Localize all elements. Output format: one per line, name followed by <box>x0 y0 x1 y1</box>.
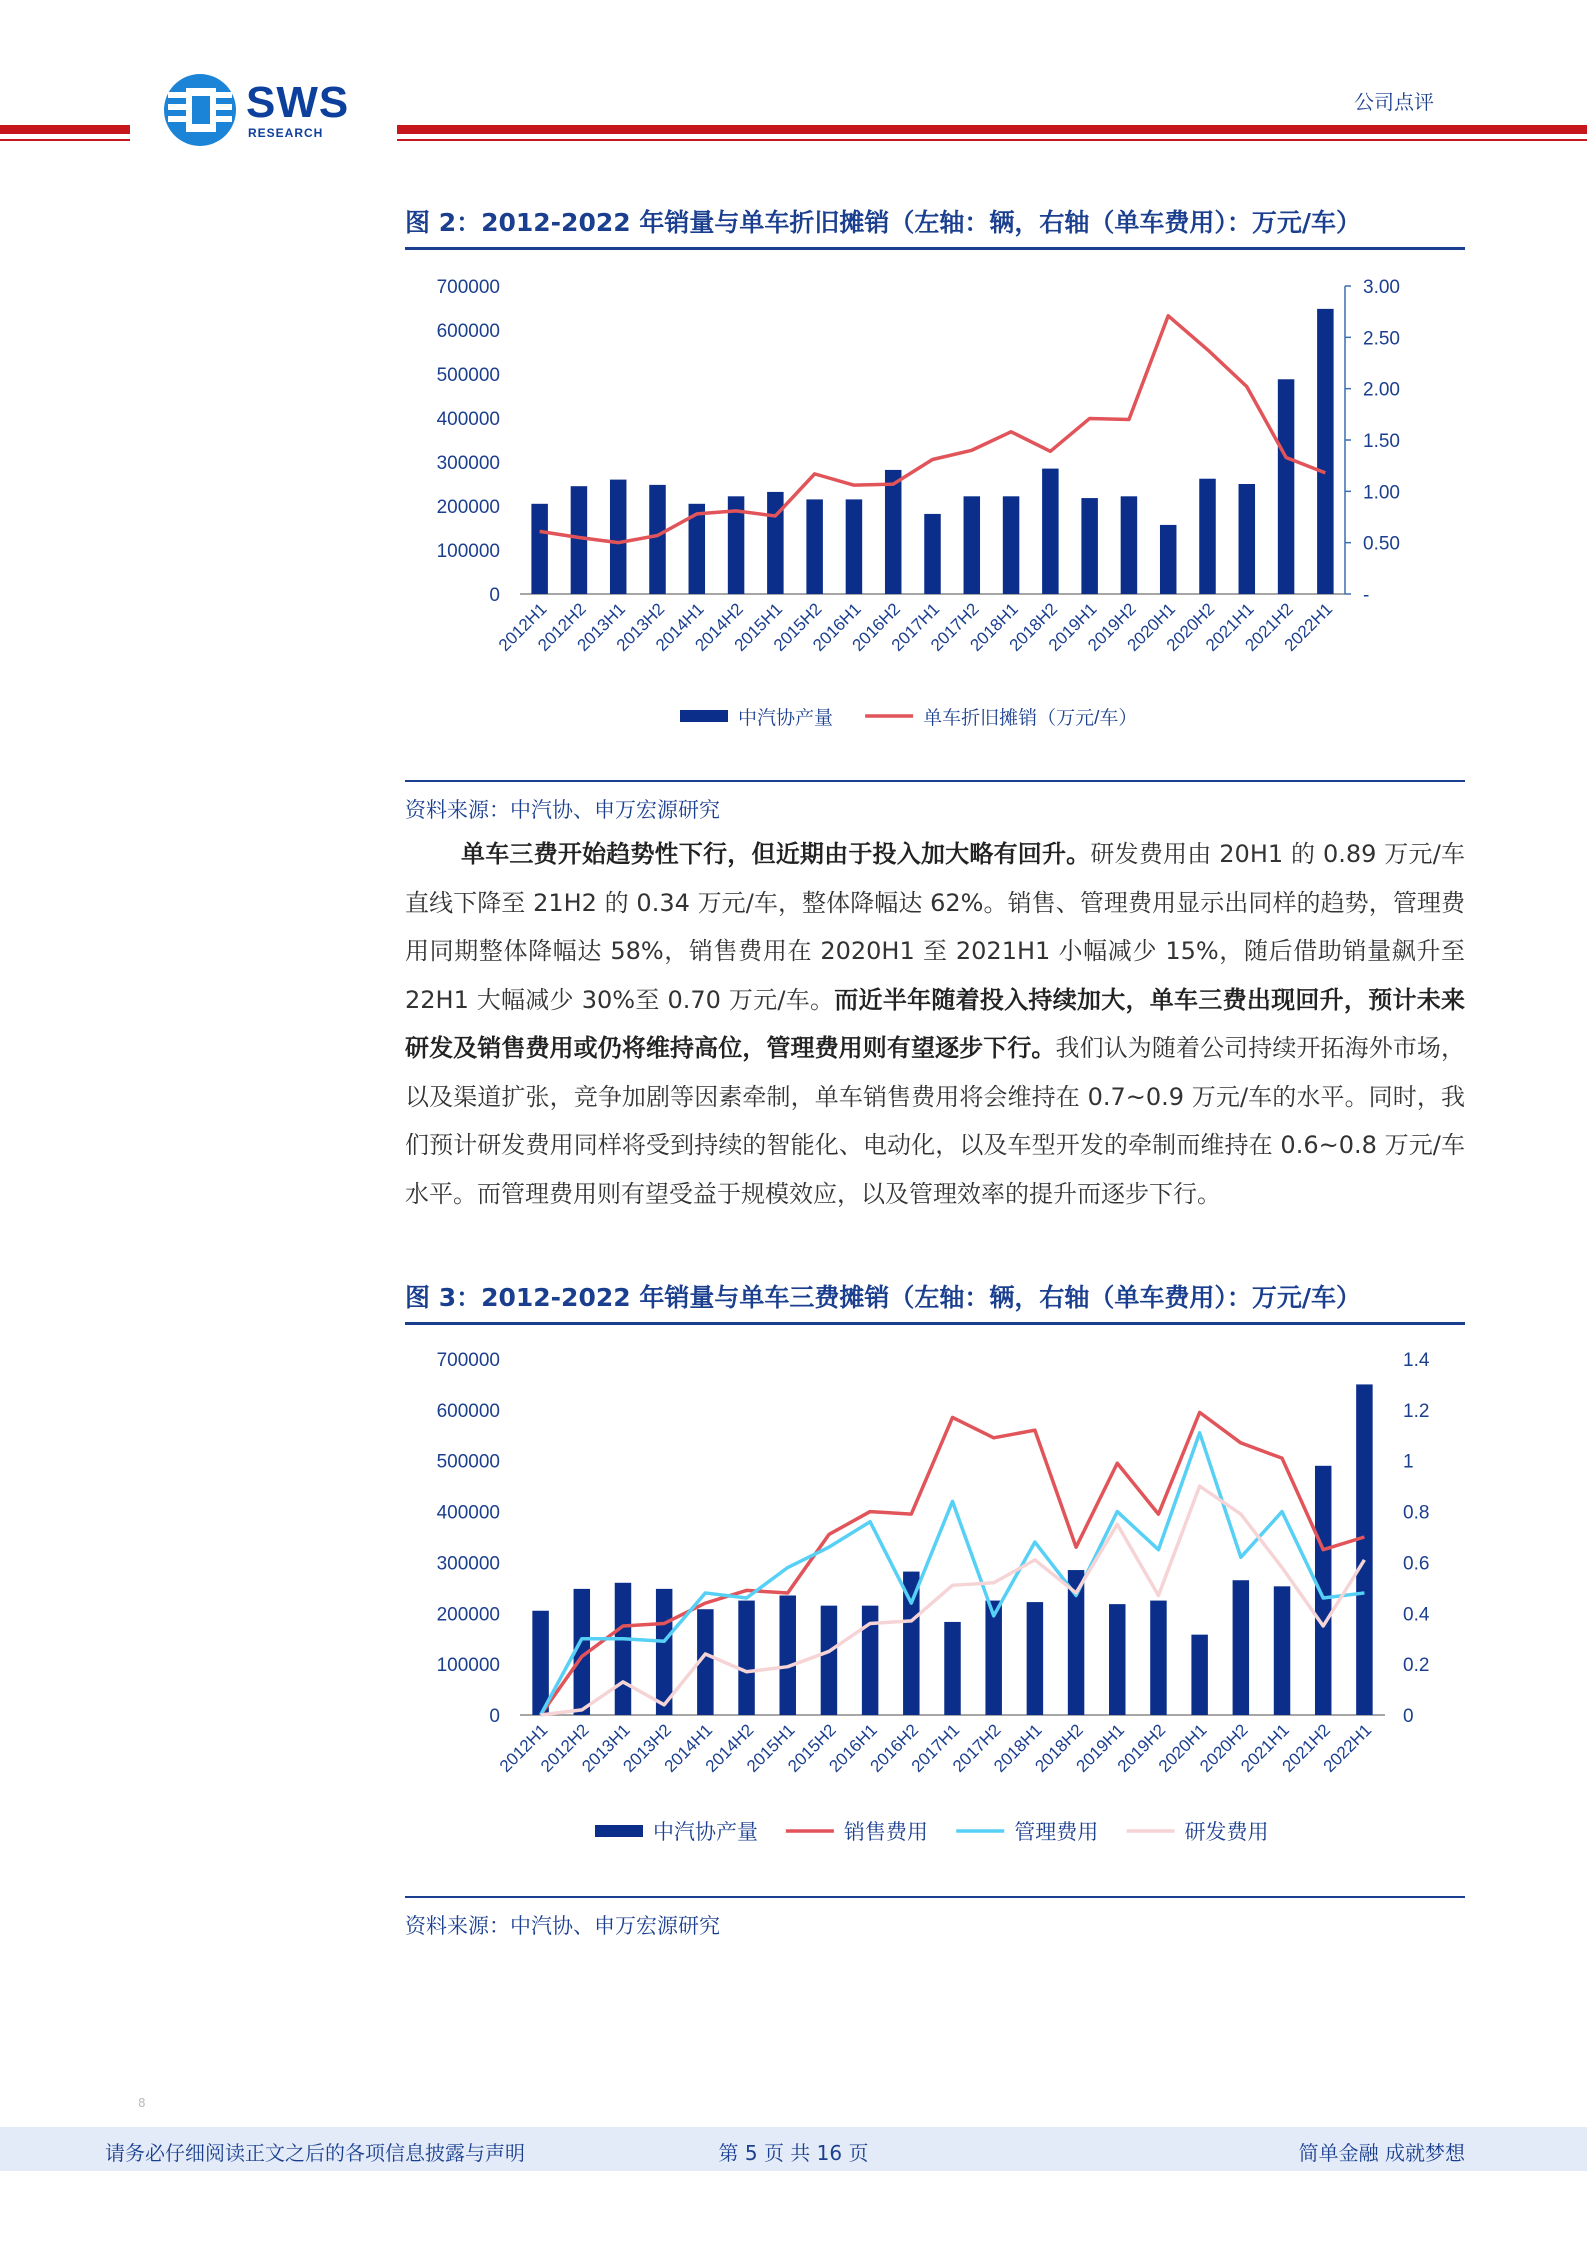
category-label: 2014H2 <box>691 599 747 655</box>
category-label: 2018H2 <box>1005 599 1062 655</box>
left-axis-tick-label: 200000 <box>436 497 500 518</box>
category-label: 2015H1 <box>743 1720 799 1776</box>
left-axis-tick-label: 0 <box>489 585 500 606</box>
paragraph-text-2: 我们认为随着公司持续开拓海外市场，以及渠道扩张，竞争加剧等因素牵制，单车销售费用将会维持在 0.7~0.9 万元/车的水平。同时，我们预计研发费用同样将受到持续的智能化、电动化，以及车型开发的牵制而维持在 0.6~0.8 万元/车水平。而管理费用则有望受益于规模效应，以及管理效率的提升而逐步下行。 <box>405 1034 1466 1208</box>
right-axis-tick-label: 3.00 <box>1363 277 1400 298</box>
legend-label: 销售费用 <box>843 1821 928 1844</box>
legend-label: 中汽协产量 <box>653 1821 758 1844</box>
analysis-paragraph <box>405 830 1465 1218</box>
left-axis-tick-label: 700000 <box>436 1350 500 1371</box>
bar-production <box>924 514 941 594</box>
bar-production <box>964 496 981 594</box>
category-label: 2021H2 <box>1278 1720 1335 1776</box>
category-label: 2013H1 <box>573 599 630 655</box>
left-axis-tick-label: 400000 <box>436 1502 500 1524</box>
bar-production <box>738 1601 754 1715</box>
bar-production <box>1239 484 1256 594</box>
paragraph-bold-conclusion: 而近半年随着投入持续加大，单车三费出现回升，预计未来研发及销售费用或仍将维持高位，管理费用则有望逐步下行。 <box>405 985 1465 1062</box>
right-axis-tick-label: 2.50 <box>1363 328 1400 350</box>
right-axis-tick-label: 1.00 <box>1363 482 1400 504</box>
category-label: 2012H2 <box>537 1720 593 1776</box>
left-axis-tick-label: 100000 <box>436 541 500 562</box>
bar-production <box>531 504 547 594</box>
left-axis-tick-label: 500000 <box>436 1451 500 1473</box>
right-axis-tick-label: 0.6 <box>1403 1553 1430 1575</box>
category-label: 2012H1 <box>495 1720 552 1776</box>
right-axis-tick-label: 1 <box>1403 1451 1414 1473</box>
right-axis-tick-label: - <box>1363 585 1370 606</box>
bar-production <box>1121 496 1138 594</box>
bar-production <box>1081 498 1098 594</box>
category-label: 2013H1 <box>578 1720 634 1776</box>
header-rule-left <box>0 125 130 134</box>
bar-production <box>1278 379 1295 594</box>
right-axis-tick-label: 1.50 <box>1363 431 1400 452</box>
category-label: 2018H1 <box>990 1720 1046 1776</box>
header-rule-right <box>397 125 1587 134</box>
category-label: 2020H2 <box>1162 599 1219 655</box>
bar-production <box>1150 1601 1166 1715</box>
category-label: 2021H1 <box>1237 1720 1293 1776</box>
left-axis-tick-label: 300000 <box>436 453 500 474</box>
category-label: 2016H1 <box>809 599 865 655</box>
category-label: 2015H2 <box>769 599 826 655</box>
figure3-title: 图 3：2012-2022 年销量与单车三费摊销（左轴：辆，右轴（单车费用）：万元/车） <box>405 1278 1465 1325</box>
bar-production <box>1109 1604 1125 1715</box>
legend-swatch-bar <box>595 1825 643 1837</box>
category-label: 2012H2 <box>534 599 590 655</box>
category-label: 2021H1 <box>1202 599 1258 655</box>
right-axis-tick-label: 1.4 <box>1403 1350 1430 1371</box>
left-axis-tick-label: 600000 <box>436 321 500 342</box>
right-axis-tick-label: 2.00 <box>1363 379 1400 401</box>
right-axis-tick-label: 0.4 <box>1403 1604 1430 1626</box>
category-label: 2019H1 <box>1072 1720 1129 1776</box>
left-axis-tick-label: 100000 <box>436 1655 500 1677</box>
category-label: 2017H1 <box>907 1720 964 1776</box>
legend-label: 中汽协产量 <box>738 708 834 729</box>
bar-production <box>615 1583 631 1715</box>
bar-production <box>821 1606 837 1715</box>
bar-production <box>1199 479 1216 594</box>
category-label: 2022H1 <box>1280 599 1337 655</box>
left-axis-tick-label: 500000 <box>436 365 500 386</box>
footer-page-number: 第 5 页 共 16 页 <box>718 2141 869 2165</box>
bar-production <box>1317 309 1334 594</box>
category-label: 2019H1 <box>1044 599 1101 655</box>
right-axis-tick-label: 0 <box>1403 1706 1414 1727</box>
left-axis-tick-label: 300000 <box>436 1553 500 1575</box>
bar-production <box>1233 1580 1249 1715</box>
bar-production <box>944 1622 960 1715</box>
legend-label: 研发费用 <box>1184 1821 1269 1844</box>
figure3-source: 资料来源：中汽协、申万宏源研究 <box>405 1896 1465 1940</box>
category-label: 2012H1 <box>494 599 551 655</box>
bar-production <box>532 1611 548 1715</box>
category-label: 2019H2 <box>1084 599 1140 655</box>
figure2-source: 资料来源：中汽协、申万宏源研究 <box>405 780 1465 824</box>
page-mark: 8 <box>138 2096 146 2110</box>
logo-text: SWS <box>246 78 350 127</box>
right-axis-tick-label: 0.8 <box>1403 1502 1430 1524</box>
logo-subtext: RESEARCH <box>248 126 324 140</box>
category-label: 2016H2 <box>866 1720 923 1776</box>
category-label: 2018H2 <box>1031 1720 1087 1776</box>
bar-production <box>610 480 627 594</box>
category-label: 2017H1 <box>887 599 944 655</box>
footer-disclaimer: 请务必仔细阅读正文之后的各项信息披露与声明 <box>105 2141 525 2165</box>
category-label: 2020H1 <box>1123 599 1180 655</box>
bar-production <box>649 485 666 594</box>
category-label: 2021H2 <box>1241 599 1297 655</box>
left-axis-tick-label: 400000 <box>436 409 500 430</box>
right-axis-tick-label: 1.2 <box>1403 1400 1430 1422</box>
bar-production <box>1356 1384 1372 1715</box>
bar-production <box>780 1595 796 1715</box>
category-label: 2015H1 <box>730 599 787 655</box>
category-label: 2019H2 <box>1113 1720 1170 1776</box>
category-label: 2014H2 <box>701 1720 758 1776</box>
footer-slogan: 简单金融 成就梦想 <box>1298 2141 1465 2165</box>
document-type-label: 公司点评 <box>1354 90 1434 114</box>
category-label: 2013H2 <box>612 599 669 655</box>
right-axis-tick-label: 0.50 <box>1363 533 1400 555</box>
bar-production <box>1191 1635 1207 1715</box>
category-label: 2020H1 <box>1154 1720 1211 1776</box>
paragraph-lead-bold: 单车三费开始趋势性下行，但近期由于投入加大略有回升。 <box>461 840 1091 868</box>
category-label: 2016H2 <box>848 599 905 655</box>
left-axis-tick-label: 0 <box>489 1706 500 1727</box>
left-axis-tick-label: 700000 <box>436 277 500 298</box>
category-label: 2017H2 <box>948 1720 1005 1776</box>
category-label: 2015H2 <box>784 1720 840 1776</box>
bar-production <box>1315 1466 1331 1715</box>
bar-production <box>806 499 823 594</box>
legend-label: 单车折旧摊销（万元/车） <box>923 708 1138 729</box>
bar-production <box>1160 525 1177 594</box>
bar-production <box>571 486 588 594</box>
category-label: 2014H1 <box>660 1720 717 1776</box>
bar-production <box>1027 1602 1043 1715</box>
paragraph-text: 研发费用由 20H1 的 0.89 万元/车直线下降至 21H2 的 0.34 万元/车，整体降幅达 62%。销售、管理费用显示出同样的趋势，管理费用同期整体降幅达 58%，销售费用在 2020H1 至 2021H1 小幅减少 15%，随后借助销量飙升至 22H1 大幅减少 30%至 0.70 万元/车。 <box>405 840 1465 1014</box>
bar-production <box>1003 496 1020 594</box>
figure2-title: 图 2：2012-2022 年销量与单车折旧摊销（左轴：辆，右轴（单车费用）：万元/车） <box>405 203 1465 250</box>
header-rule-right-thin <box>397 139 1587 141</box>
bar-production <box>846 499 863 594</box>
category-label: 2016H1 <box>825 1720 881 1776</box>
category-label: 2013H2 <box>619 1720 675 1776</box>
bar-production <box>985 1601 1001 1715</box>
category-label: 2018H1 <box>966 599 1022 655</box>
figure3-chart <box>405 1335 1465 1865</box>
bar-production <box>1042 469 1059 594</box>
right-axis-tick-label: 0.2 <box>1403 1655 1430 1677</box>
category-label: 2014H1 <box>652 599 708 655</box>
category-label: 2020H2 <box>1196 1720 1252 1776</box>
header-rule-left-thin <box>0 139 130 141</box>
left-axis-tick-label: 200000 <box>436 1604 500 1626</box>
left-axis-tick-label: 600000 <box>436 1400 500 1422</box>
legend-swatch-bar <box>680 710 728 722</box>
legend-label: 管理费用 <box>1014 1821 1099 1844</box>
category-label: 2022H1 <box>1319 1720 1376 1776</box>
bar-production <box>885 470 902 594</box>
bar-production <box>1274 1586 1290 1715</box>
category-label: 2017H2 <box>927 599 983 655</box>
figure2-chart <box>405 260 1465 740</box>
